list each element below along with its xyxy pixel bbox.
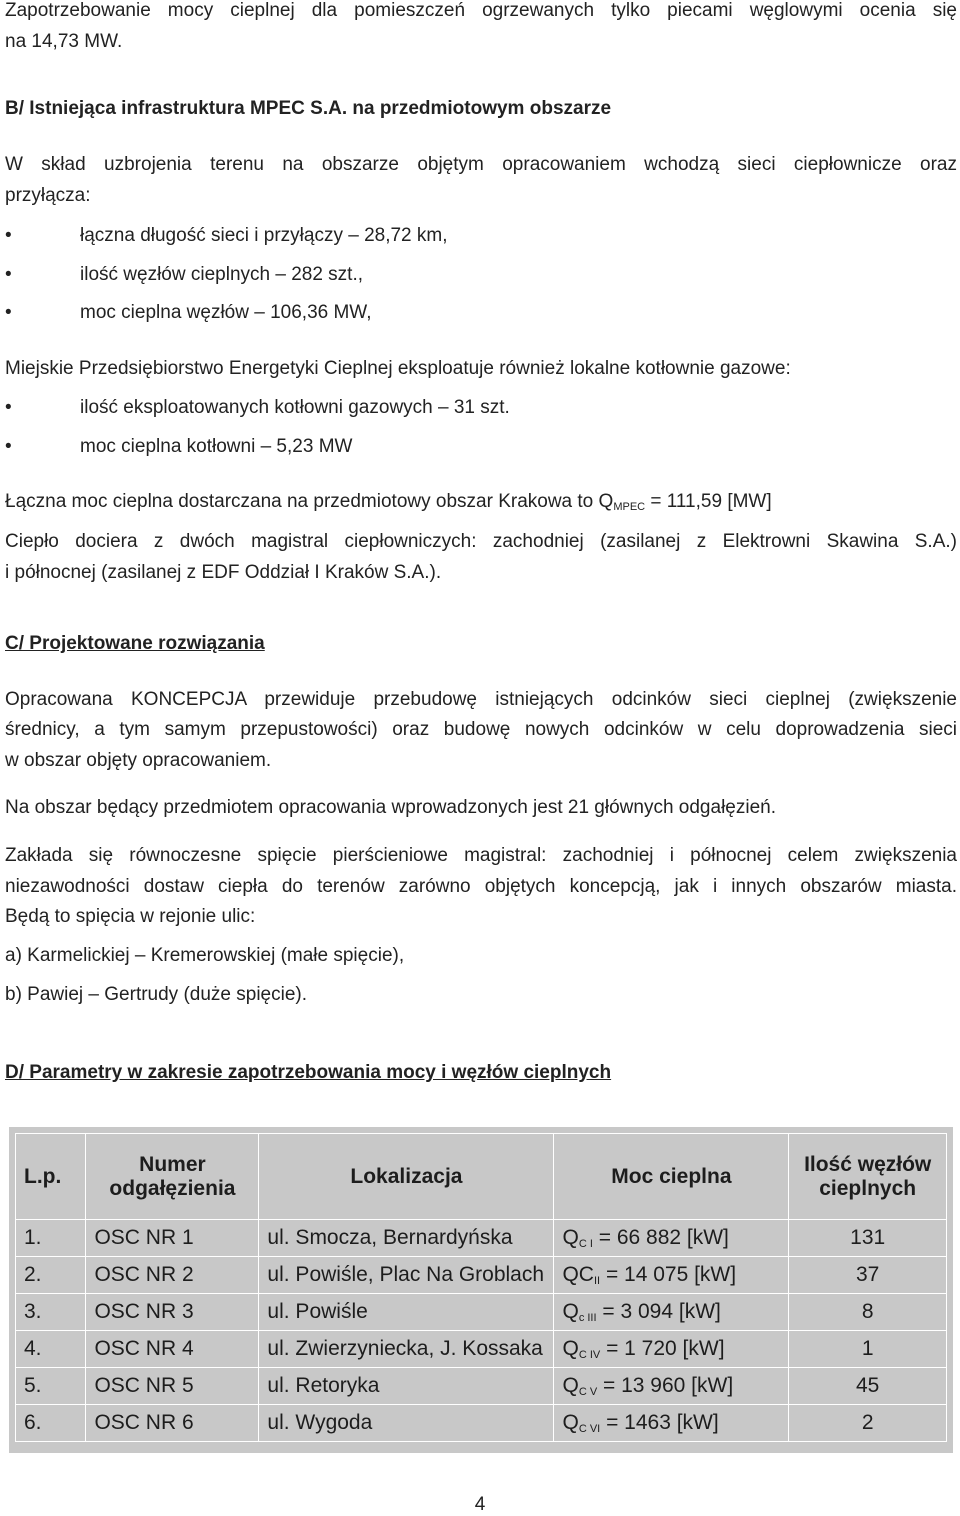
section-heading-d: D/ Parametry w zakresie zapotrzebowania mocy i węzłów cieplnych (5, 1062, 612, 1083)
page-number: 4 (474, 1494, 486, 1515)
paragraph-line: Ciepło dociera z dwóch magistral ciepłowniczych: zachodniej (zasilanej z Elektrowni Skawina S.A.) (5, 531, 957, 552)
table-row (16, 1294, 947, 1331)
column-header: Ilość węzłów cieplnych (789, 1134, 947, 1220)
total-power-line: Łączna moc cieplna dostarczana na przedmiotowy obszar Krakowa to $Q_{MPEC} = 111,59$ [MW] (5, 491, 772, 513)
paragraph-line: Będą to spięcia w rejonie ulic: (5, 906, 256, 927)
paragraph-line: Opracowana KONCEPCJA przewiduje przebudowę istniejących odcinków sieci cieplnej (zwiększenie (5, 689, 957, 710)
bullet-icon: • (5, 397, 12, 418)
paragraph-line: Zapotrzebowanie mocy cieplnej dla pomieszczeń ogrzewanych tylko piecami węglowymi ocenia się (5, 0, 957, 21)
column-header: L.p. (16, 1134, 86, 1220)
cell-location: ul. Smocza, Bernardyńska (259, 1220, 554, 1257)
cell-lp: 2. (16, 1257, 86, 1294)
cell-branch-number: OSC NR 6 (86, 1405, 259, 1442)
parameters-table (9, 1127, 953, 1453)
cell-node-count: 8 (789, 1294, 947, 1331)
cell-branch-number: OSC NR 2 (86, 1257, 259, 1294)
section-heading-b: B/ Istniejąca infrastruktura MPEC S.A. na przedmiotowym obszarze (5, 98, 612, 119)
paragraph-line: niezawodności dostaw ciepła do terenów zarówno objętych koncepcją, jak i innych obszarów miasta. (5, 876, 957, 897)
table-header-row (16, 1134, 947, 1220)
table-row (16, 1331, 947, 1368)
bullet-icon: • (5, 264, 12, 285)
cell-location: ul. Zwierzyniecka, J. Kossaka (259, 1331, 554, 1368)
bullet-icon: • (5, 225, 12, 246)
cell-branch-number: OSC NR 5 (86, 1368, 259, 1405)
cell-lp: 6. (16, 1405, 86, 1442)
cell-branch-number: OSC NR 3 (86, 1294, 259, 1331)
bullet-icon: • (5, 302, 12, 323)
cell-node-count: 37 (789, 1257, 947, 1294)
table-row (16, 1220, 947, 1257)
paragraph-line: Na obszar będący przedmiotem opracowania wprowadzonych jest 21 głównych odgałęzień. (5, 797, 776, 818)
cell-location: ul. Wygoda (259, 1405, 554, 1442)
table-row (16, 1257, 947, 1294)
paragraph-line: Miejskie Przedsiębiorstwo Energetyki Cieplnej eksploatuje również lokalne kotłownie gazowe: (5, 358, 791, 379)
paragraph-line: W skład uzbrojenia terenu na obszarze objętym opracowaniem wchodzą sieci ciepłownicze oraz (5, 154, 957, 175)
bullet-icon: • (5, 436, 12, 457)
cell-heat-power: $Q_{C VI} = 1463$ [kW] (554, 1405, 789, 1442)
cell-node-count: 45 (789, 1368, 947, 1405)
cell-branch-number: OSC NR 1 (86, 1220, 259, 1257)
cell-heat-power: $Q_{C V} = 13$ 960 [kW] (554, 1368, 789, 1405)
cell-lp: 3. (16, 1294, 86, 1331)
list-item: a) Karmelickiej – Kremerowskiej (małe spięcie), (5, 945, 405, 966)
cell-heat-power: $Q_{c III} = 3$ 094 [kW] (554, 1294, 789, 1331)
cell-heat-power: $QC_{II} = 14$ 075 [kW] (554, 1257, 789, 1294)
paragraph-line: na 14,73 MW. (5, 31, 123, 52)
cell-lp: 5. (16, 1368, 86, 1405)
cell-node-count: 131 (789, 1220, 947, 1257)
list-item: b) Pawiej – Gertrudy (duże spięcie). (5, 984, 308, 1005)
section-heading-c: C/ Projektowane rozwiązania (5, 633, 265, 654)
column-header: Lokalizacja (259, 1134, 554, 1220)
column-header: Numer odgałęzienia (86, 1134, 259, 1220)
cell-location: ul. Retoryka (259, 1368, 554, 1405)
paragraph-line: średnicy, a tym samym przepustowości) oraz budowę nowych odcinków w celu doprowadzenia sieci (5, 719, 957, 740)
cell-location: ul. Powiśle (259, 1294, 554, 1331)
paragraph-line: przyłącza: (5, 185, 91, 206)
cell-node-count: 2 (789, 1405, 947, 1442)
cell-heat-power: $Q_{C IV} = 1$ 720 [kW] (554, 1331, 789, 1368)
paragraph-line: w obszar objęty opracowaniem. (5, 750, 272, 771)
paragraph-line: Zakłada się równoczesne spięcie pierścieniowe magistral: zachodniej i północnej celem zwiększenia (5, 845, 957, 866)
cell-lp: 4. (16, 1331, 86, 1368)
paragraph-line: i północnej (zasilanej z EDF Oddział I Kraków S.A.). (5, 562, 442, 583)
column-header: Moc cieplna (554, 1134, 789, 1220)
cell-location: ul. Powiśle, Plac Na Groblach (259, 1257, 554, 1294)
cell-branch-number: OSC NR 4 (86, 1331, 259, 1368)
table-row (16, 1405, 947, 1442)
cell-heat-power: $Q_{C I} = 66$ 882 [kW] (554, 1220, 789, 1257)
cell-node-count: 1 (789, 1331, 947, 1368)
table-row (16, 1368, 947, 1405)
cell-lp: 1. (16, 1220, 86, 1257)
